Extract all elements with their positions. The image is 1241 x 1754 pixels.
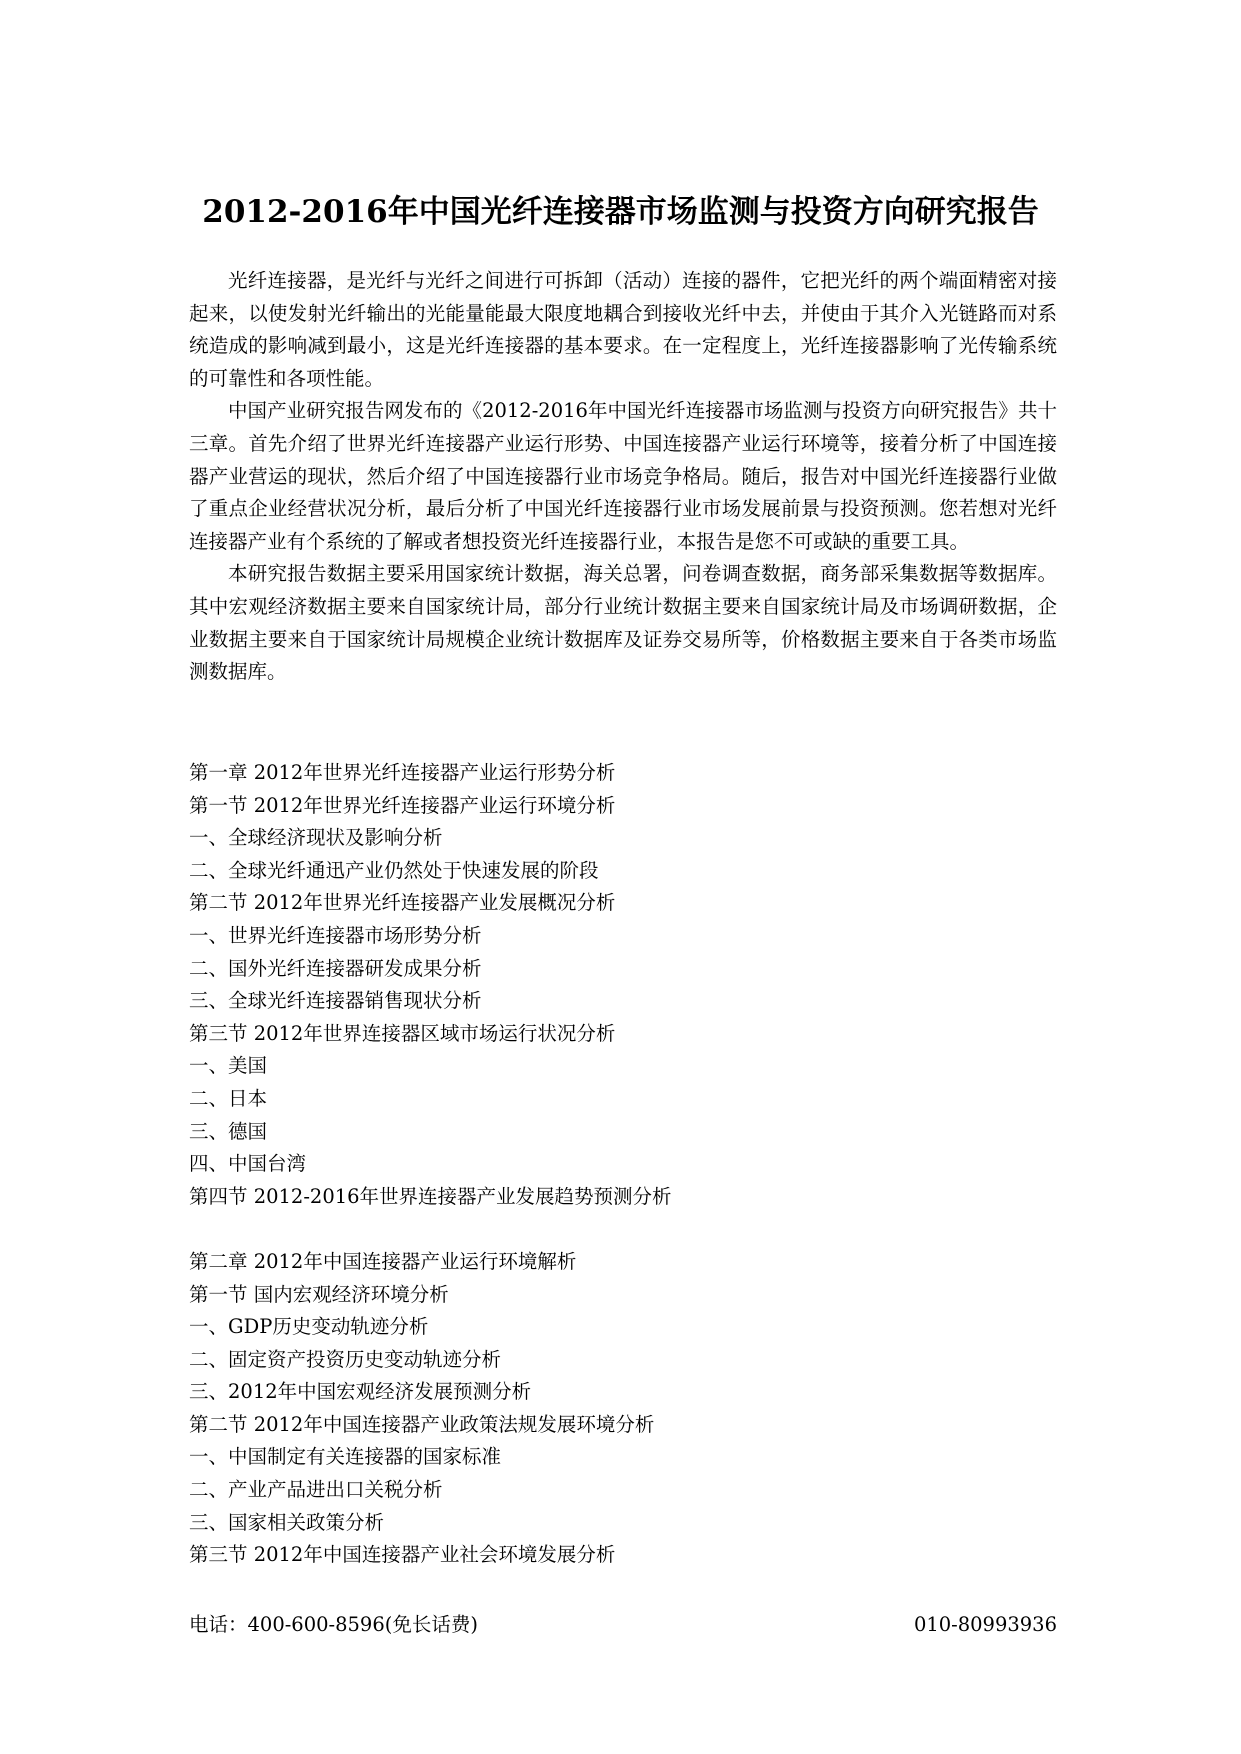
document-title: 2012-2016年中国光纤连接器市场监测与投资方向研究报告: [202, 194, 1039, 230]
intro-section: [189, 265, 1057, 689]
toc-section: 第二节 2012年中国连接器产业政策法规发展环境分析: [189, 1412, 655, 1436]
toc-item: 二、日本: [189, 1086, 268, 1110]
toc-item: 二、产业产品进出口关税分析: [189, 1478, 443, 1502]
toc-item: 一、中国制定有关连接器的国家标准: [189, 1445, 502, 1469]
toc-item: 三、2012年中国宏观经济发展预测分析: [189, 1380, 532, 1404]
toc-section: 第三节 2012年中国连接器产业社会环境发展分析: [189, 1543, 616, 1567]
toc-section: 第二节 2012年世界光纤连接器产业发展概况分析: [189, 891, 616, 915]
toc-item: 一、全球经济现状及影响分析: [189, 826, 443, 850]
toc-item: 三、德国: [189, 1119, 268, 1143]
intro-paragraph: 本研究报告数据主要采用国家统计数据，海关总署，问卷调查数据，商务部采集数据等数据库。其中宏观经济数据主要来自国家统计局，部分行业统计数据主要来自国家统计局及市场调研数据，企业数据主要来自于国家统计局规模企业统计数据库及证券交易所等，价格数据主要来自于各类市场监测数据库。: [189, 562, 1057, 684]
toc-item: 三、国家相关政策分析: [189, 1510, 385, 1534]
toc-item: 一、美国: [189, 1054, 268, 1078]
toc-chapter: 第二章 2012年中国连接器产业运行环境解析: [189, 1249, 577, 1273]
toc-chapter: 第一章 2012年世界光纤连接器产业运行形势分析: [189, 761, 616, 784]
page-footer: [189, 1608, 1057, 1642]
toc-item: 二、固定资产投资历史变动轨迹分析: [189, 1347, 502, 1371]
toc-section: 第四节 2012-2016年世界连接器产业发展趋势预测分析: [189, 1184, 672, 1208]
toc-section: 第三节 2012年世界连接器区域市场运行状况分析: [189, 1021, 616, 1045]
table-of-contents: [189, 757, 1049, 1572]
toc-item: 二、全球光纤通迅产业仍然处于快速发展的阶段: [189, 858, 599, 882]
toc-section: 第一节 国内宏观经济环境分析: [189, 1282, 449, 1306]
toc-section: 第一节 2012年世界光纤连接器产业运行环境分析: [189, 793, 616, 817]
footer-phone-secondary: 010-80993936: [913, 1613, 1057, 1636]
toc-item: 三、全球光纤连接器销售现状分析: [189, 989, 482, 1013]
intro-paragraph: 光纤连接器，是光纤与光纤之间进行可拆卸（活动）连接的器件，它把光纤的两个端面精密对接起来，以使发射光纤输出的光能量能最大限度地耦合到接收光纤中去，并使由于其介入光链路而对系统造成的影响减到最小，这是光纤连接器的基本要求。在一定程度上，光纤连接器影响了光传输系统的可靠性和各项性能。: [189, 269, 1057, 390]
toc-item: 四、中国台湾: [189, 1152, 307, 1176]
intro-paragraph: 中国产业研究报告网发布的《2012-2016年中国光纤连接器市场监测与投资方向研究报告》共十三章。首先介绍了世界光纤连接器产业运行形势、中国连接器产业运行环境等，接着分析了中国连接器产业营运的现状，然后介绍了中国连接器行业市场竞争格局。随后，报告对中国光纤连接器行业做了重点企业经营状况分析，最后分析了中国光纤连接器行业市场发展前景与投资预测。您若想对光纤连接器产业有个系统的了解或者想投资光纤连接器行业，本报告是您不可或缺的重要工具。: [189, 399, 1057, 553]
toc-item: 二、国外光纤连接器研发成果分析: [189, 956, 482, 980]
toc-item: 一、GDP历史变动轨迹分析: [189, 1315, 429, 1339]
toc-item: 一、世界光纤连接器市场形势分析: [189, 923, 482, 947]
footer-phone: 电话：400-600-8596(免长话费): [189, 1613, 478, 1636]
